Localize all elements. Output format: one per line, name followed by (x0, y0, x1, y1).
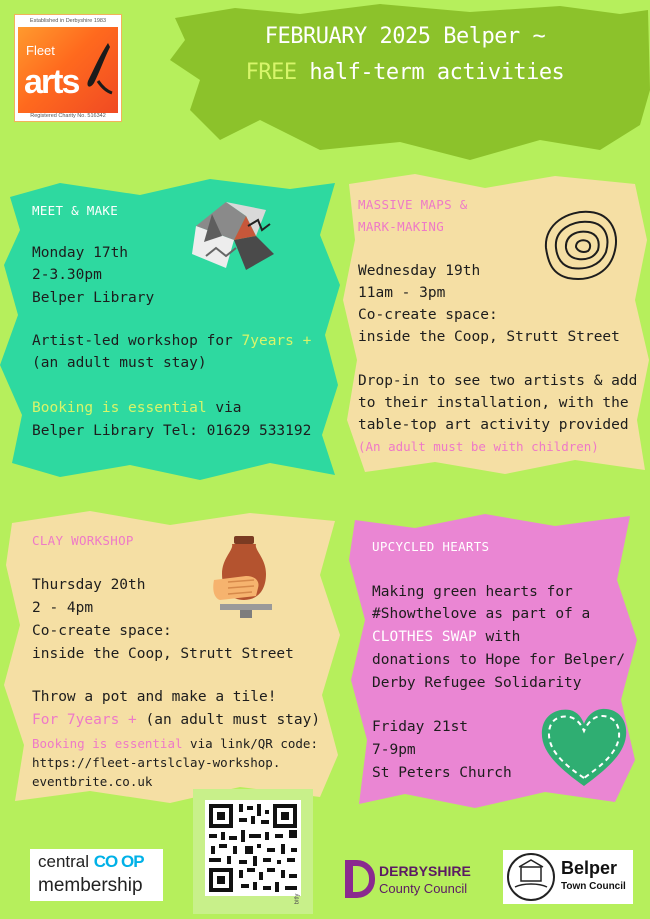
meet-make-time: 2-3.30pm (32, 267, 102, 283)
clay-link-line2[interactable]: eventbrite.co.uk (32, 774, 153, 789)
meet-make-place: Belper Library (32, 290, 155, 306)
belper-town-council-logo (503, 850, 633, 904)
page-title: FEBRUARY 2025 Belper ~ (264, 24, 546, 49)
btc-line1: Belper (561, 858, 618, 878)
qr-caption: bitly (294, 893, 301, 905)
clay-time: 2 - 4pm (32, 600, 94, 616)
hearts-place: St Peters Church (372, 765, 512, 781)
pottery-wheel-icon (210, 534, 282, 620)
clay-link-line1[interactable]: https://fleet-artslclay-workshop. (32, 755, 281, 770)
meet-make-day: Monday 17th (32, 245, 129, 261)
logo-brush-stroke-icon (80, 41, 114, 99)
green-heart-icon (536, 704, 632, 790)
maps-place-line1: Co-create space: (358, 307, 498, 323)
clay-place-line2: inside the Coop, Strutt Street (32, 646, 294, 662)
dcc-line2: County Council (379, 881, 468, 896)
hearts-line5: Derby Refugee Solidarity (372, 675, 582, 691)
clay-age-highlight: For 7years + (32, 712, 137, 728)
btc-line2: Town Council (561, 881, 626, 892)
coop-brand-text: CO OP (93, 852, 144, 871)
dcc-line1: DERBYSHIRE (379, 863, 471, 879)
clay-place-line1: Co-create space: (32, 623, 172, 639)
clay-desc: Throw a pot and make a tile! (32, 689, 277, 705)
clay-age-rest: (an adult must stay) (136, 712, 321, 728)
hearts-line3-rest: with (476, 629, 521, 645)
maps-adult-note: (An adult must be with children) (358, 439, 599, 454)
fleet-arts-logo (14, 14, 122, 122)
coop-central-text: central (38, 852, 94, 871)
coop-line1 (38, 852, 144, 872)
maps-desc-line1: Drop-in to see two artists & add (358, 373, 638, 389)
maps-day: Wednesday 19th (358, 263, 481, 279)
derbyshire-council-logo (345, 858, 473, 902)
hearts-time: 7-9pm (372, 742, 416, 758)
hearts-line1: Making green hearts for (372, 584, 573, 600)
meet-make-booking-via: via (206, 400, 242, 416)
maps-title-line1: MASSIVE MAPS & (358, 197, 468, 212)
meet-make-adult-note: (an adult must stay) (32, 355, 207, 371)
meet-make-booking (32, 401, 242, 416)
logo-established-text: Established in Derbyshire 1983 (29, 18, 107, 24)
page-subtitle (190, 60, 620, 85)
maps-time: 11am - 3pm (358, 285, 446, 301)
hearts-line4: donations to Hope for Belper/ (372, 652, 626, 668)
free-highlight: FREE (245, 60, 297, 85)
qr-code[interactable] (205, 800, 301, 896)
logo-fleet-text: Fleet (26, 43, 55, 58)
meet-make-desc (32, 334, 311, 349)
paper-sculpture-illustration-icon (186, 196, 282, 276)
btc-emblem-icon (507, 853, 555, 901)
hearts-title: UPCYCLED HEARTS (372, 539, 490, 554)
clothes-swap-highlight: CLOTHES SWAP (372, 629, 477, 645)
contour-map-icon (538, 204, 624, 286)
coop-membership-text: membership (38, 875, 143, 896)
meet-make-booking-highlight: Booking is essential (32, 400, 207, 416)
clay-booking-highlight: Booking is essential (32, 736, 183, 751)
clay-booking (32, 738, 318, 751)
meet-make-booking-tel: Belper Library Tel: 01629 533192 (32, 423, 312, 439)
maps-place-line2: inside the Coop, Strutt Street (358, 329, 620, 345)
clay-booking-rest: via link/QR code: (182, 736, 318, 751)
maps-title-line2: MARK-MAKING (358, 219, 445, 234)
subtitle-rest: half-term activities (296, 60, 565, 85)
hearts-line3 (372, 630, 520, 645)
meet-make-age: 7years + (241, 333, 312, 349)
logo-arts-text: arts (24, 63, 79, 101)
maps-desc-line3: table-top art activity provided (358, 417, 629, 433)
hearts-line2: #Showthelove as part of a (372, 606, 591, 622)
logo-art-block (18, 27, 118, 113)
clay-day: Thursday 20th (32, 577, 146, 593)
meet-make-title: MEET & MAKE (32, 203, 119, 218)
logo-charity-text: Registered Charity No. 516342 (30, 113, 106, 119)
meet-make-desc-text: Artist-led workshop for (32, 333, 242, 349)
clay-title: CLAY WORKSHOP (32, 533, 134, 548)
maps-desc-line2: to their installation, with the (358, 395, 629, 411)
hearts-day: Friday 21st (372, 719, 469, 735)
dcc-d-icon (345, 860, 375, 898)
central-coop-logo (30, 849, 163, 901)
clay-age (32, 713, 320, 728)
